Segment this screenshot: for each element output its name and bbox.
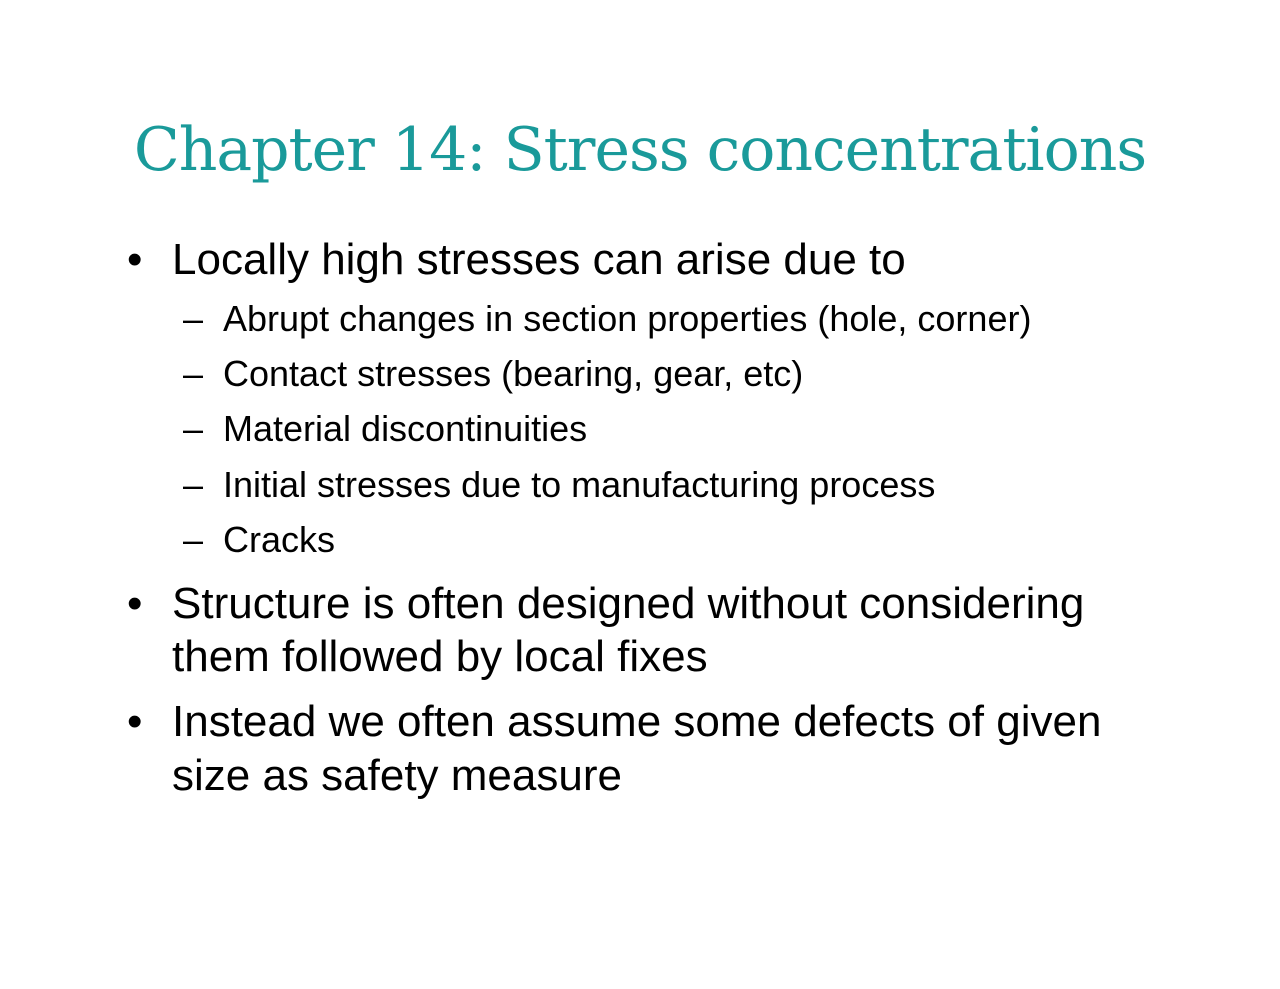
bullet-icon: • [127,235,143,284]
sub-item-text: Abrupt changes in section properties (hole, corner) [223,298,1032,339]
dash-icon: – [183,298,204,339]
dash-icon: – [183,408,204,449]
sub-item-text: Initial stresses due to manufacturing process [223,464,936,505]
bullet-text: Locally high stresses can arise due to [172,235,906,284]
bullet-icon: • [127,579,143,628]
sub-item-text: Cracks [223,519,336,560]
bullet-icon: • [127,697,143,746]
dash-icon: – [183,519,204,560]
bullet-continuation: them followed by local fixes [172,632,708,681]
bullet-continuation: size as safety measure [172,751,622,800]
bullet-text: Instead we often assume some defects of given [172,697,1102,746]
sub-item-text: Contact stresses (bearing, gear, etc) [223,353,804,394]
dash-icon: – [183,464,204,505]
sub-item-text: Material discontinuities [223,408,588,449]
dash-icon: – [183,353,204,394]
bullet-text: Structure is often designed without considering [172,579,1085,628]
slide-title: Chapter 14: Stress concentrations [133,115,1147,185]
